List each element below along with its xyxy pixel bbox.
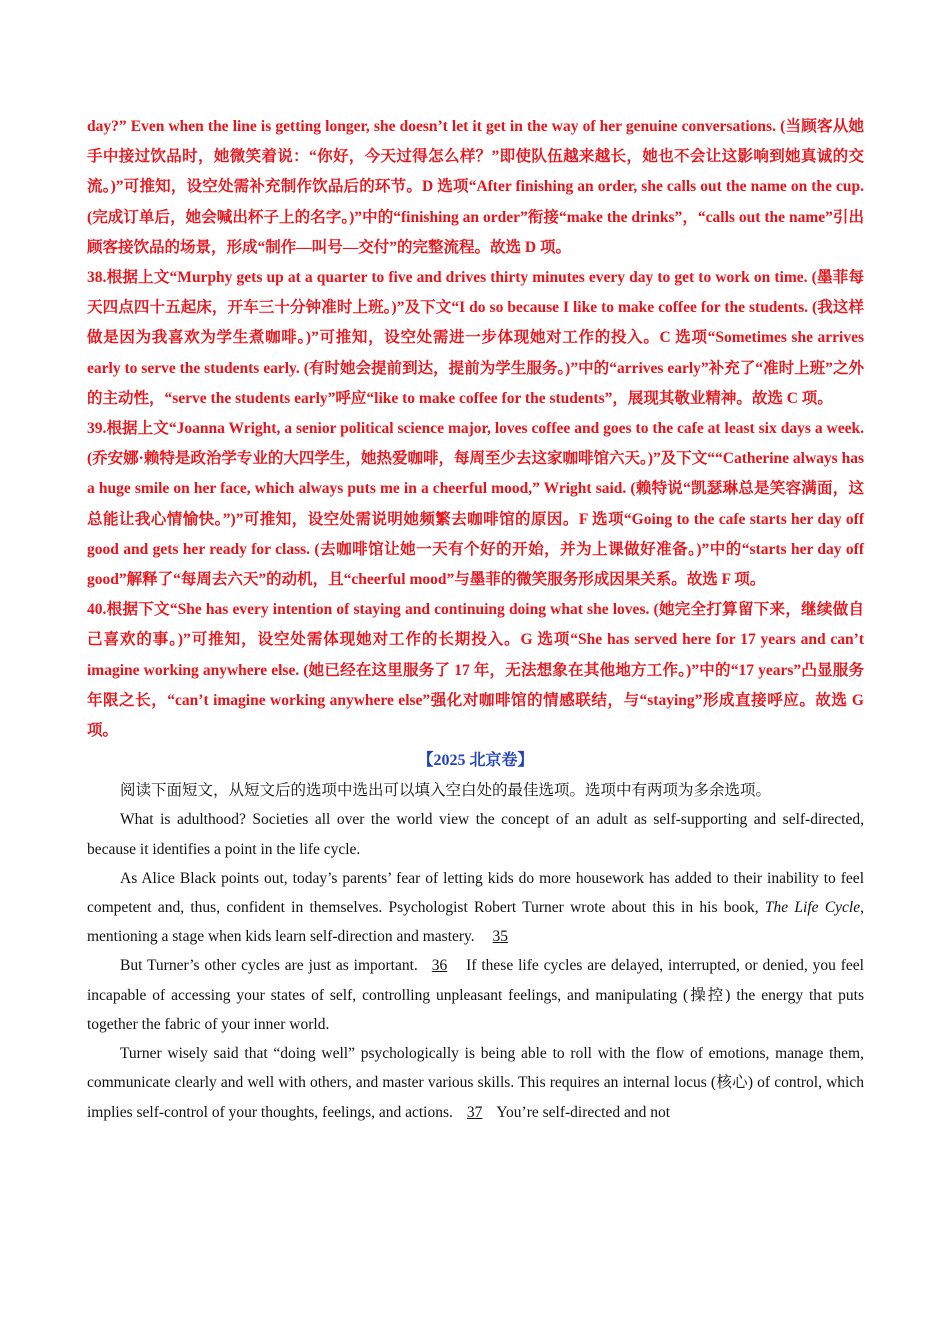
answer-38: 38.根据上文“Murphy gets up at a quarter to five and drives thirty minutes every day to get to work on time. (墨菲每天四点四十五起床，开车三十分钟准时上班。)”及下文“I do so because I like to make coffee for the students. (我这样做是因为我喜欢为学生煮咖啡。)”可推知，设空处需进一步体现她对工作的投入。C 选项“Sometimes she arrives early to serve the students early. (有时她会提前到达，提前为学生服务。)”中的“arrives early”补充了“准时上班”之外的主动性，“serve the students early”呼应“like to make coffee for the students”，展现其敬业精神。故选 C 项。 (87, 269, 864, 407)
book-title: The Life Cycle (764, 899, 861, 917)
section-heading: 【2025 北京卷】 (417, 752, 534, 770)
document-page (87, 112, 864, 1127)
paragraph-4: Turner wisely said that “doing well” psychologically is being able to roll with the flow of emotions, manage them, communicate clearly and well with others, and master various skills. This requires an internal locus (核心) of control, which implies self-control of your thoughts, feelings, and actions. 37 You’re self-directed and not (87, 1045, 864, 1121)
blank-35: 35 (492, 928, 509, 946)
answer-39: 39.根据上文“Joanna Wright, a senior political science major, loves coffee and goes to the cafe at least six days a week. (乔安娜·赖特是政治学专业的大四学生，她热爱咖啡，每周至少去这家咖啡馆六天。)”及下文““Catherine always has a huge smile on her face, which always puts me in a cheerful mood,” Wright said. (赖特说“凯瑟琳总是笑容满面，这总能让我心情愉快。”)”可推知，设空处需说明她频繁去咖啡馆的原因。F 选项“Going to the cafe starts her day off good and gets her ready for class. (去咖啡馆让她一天有个好的开始，并为上课做好准备。)”中的“starts her day off good”解释了“每周去六天”的动机，且“cheerful mood”与墨菲的微笑服务形成因果关系。故选 F 项。 (87, 420, 864, 589)
blank-37: 37 (466, 1103, 483, 1121)
blank-36: 36 (431, 957, 448, 975)
paragraph-2: As Alice Black points out, today’s parents’ fear of letting kids do more housework has added to their inability to feel competent and, thus, confident in themselves. Psychologist Robert Turner wrote about this in his book, The Life Cycle, mentioning a stage when kids learn self-direction and mastery. 35 (87, 869, 864, 946)
answer-37-continued: day?” Even when the line is getting longer, she doesn’t let it get in the way of her genuine conversations. (当顾客从她手中接过饮品时，她微笑着说：“你好，今天过得怎么样？”即使队伍越来越长，她也不会让这影响到她真诚的交流。)”可推知，设空处需补充制作饮品后的环节。D 选项“After finishing an order, she calls out the name on the cup. (完成订单后，她会喊出杯子上的名字。)”中的“finishing an order”衔接“make the drinks”，“calls out the name”引出顾客接饮品的场景，形成“制作—叫号—交付”的完整流程。故选 D 项。 (87, 118, 864, 256)
answer-explanations (87, 112, 864, 746)
paragraph-1: What is adulthood? Societies all over the world view the concept of an adult as self-supporting and self-directed, because it identifies a point in the life cycle. (87, 811, 864, 858)
instructions: 阅读下面短文，从短文后的选项中选出可以填入空白处的最佳选项。选项中有两项为多余选项。 (120, 782, 772, 800)
answer-40: 40.根据下文“She has every intention of staying and continuing doing what she loves. (她完全打算留下来，继续做自己喜欢的事。)”可推知，设空处需体现她对工作的长期投入。G 选项“She has served here for 17 years and can’t imagine working anywhere else. (她已经在这里服务了 17 年，无法想象在其他地方工作。)”中的“17 years”凸显服务年限之长，“can’t imagine working anywhere else”强化对咖啡馆的情感联结，与“staying”形成直接呼应。故选 G 项。 (87, 601, 864, 740)
reading-passage (87, 776, 864, 1126)
paragraph-3: But Turner’s other cycles are just as important. 36 If these life cycles are delayed, interrupted, or denied, you feel incapable of accessing your states of self, controlling unpleasant feelings, and manipulating (操控) the energy that puts together the fabric of your inner world. (87, 957, 864, 1033)
